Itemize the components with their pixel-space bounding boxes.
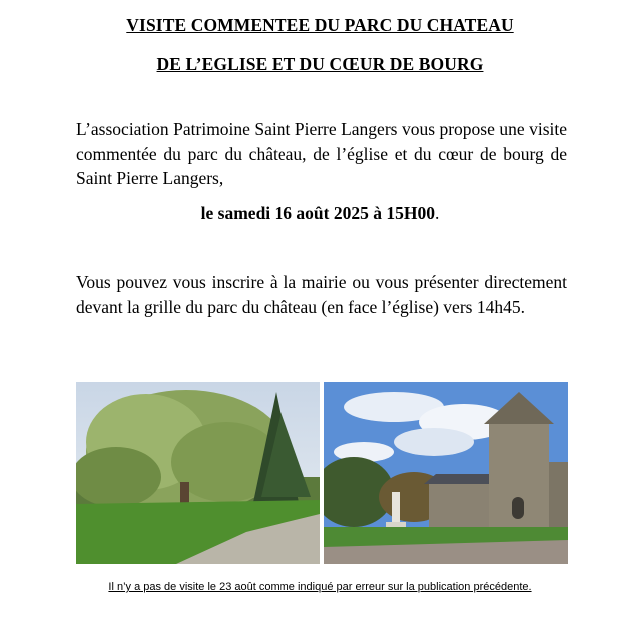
visit-date (0, 203, 640, 224)
park-photo (76, 382, 320, 564)
visit-date-bold: le samedi 16 août 2025 à 15H00 (200, 203, 435, 223)
title-line-1: VISITE COMMENTEE DU PARC DU CHATEAU (126, 15, 514, 35)
intro-paragraph: L’association Patrimoine Saint Pierre Langers vous propose une visite commentée du parc du château, de l’église et du cœur de bourg de Saint Pierre Langers, (76, 119, 567, 188)
registration-paragraph: Vous pouvez vous inscrire à la mairie ou vous présenter directement devant la grille du parc du château (en face l’église) vers 14h45. (76, 272, 567, 317)
footnote: Il n’y a pas de visite le 23 août comme indiqué par erreur sur la publication précédente. (108, 581, 532, 593)
church-photo (324, 382, 568, 564)
title-line-2: DE L’EGLISE ET DU CŒUR DE BOURG (156, 54, 484, 74)
visit-date-suffix: . (434, 203, 440, 223)
